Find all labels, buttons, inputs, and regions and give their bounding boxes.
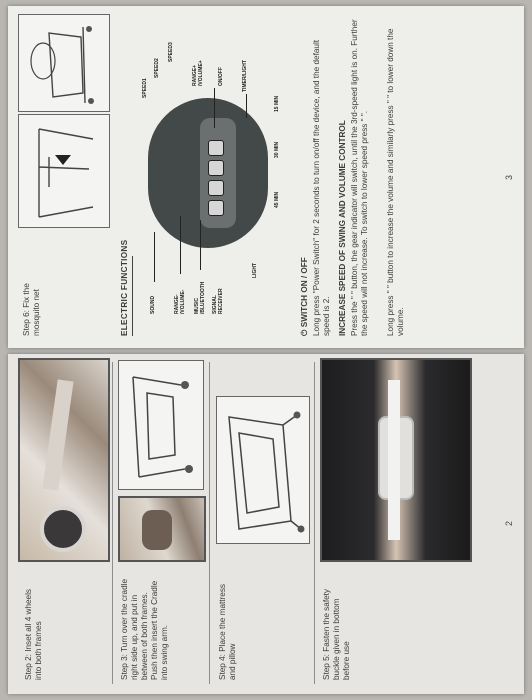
label-speed3: SPEED3 <box>168 42 174 62</box>
divider <box>314 362 315 684</box>
pointer-line <box>246 94 247 118</box>
step-3-text: Step 3: Turn over the cradle right side up, and put in between of both frames. Push then insert the Cradle into swing arm. <box>120 578 169 680</box>
page-3 <box>8 6 524 348</box>
step-5-text: Step 5: Fasten the safety buckle given in bottom before use <box>322 588 351 680</box>
page-number: 2 <box>504 520 514 526</box>
mosquito-net-sketch <box>19 119 105 227</box>
label-speed2: SPEED2 <box>154 58 160 78</box>
step-3-sketch <box>118 360 204 490</box>
label-signal-receiver: SIGNAL RECEIVER <box>212 288 224 314</box>
step-6-sketch <box>18 114 110 228</box>
pointer-line <box>180 216 181 274</box>
section-title: ELECTRIC FUNCTIONS <box>120 239 129 336</box>
step-2-photo <box>18 358 110 562</box>
control-panel-diagram <box>142 28 292 318</box>
step-5-photo <box>320 358 472 562</box>
switch-text: Long press "Power Switch" for 2 seconds to turn on/off the device, and the default speed is 2. <box>312 39 331 336</box>
step-3-photo <box>118 496 206 562</box>
label-range-volume-plus: RANGE+ /VOLUME+ <box>192 60 204 86</box>
pointer-line <box>200 220 201 270</box>
label-on-off: ON/OFF <box>218 67 224 86</box>
cradle-frame-sketch <box>119 365 199 489</box>
pointer-line <box>154 232 155 282</box>
step-6-text: Step 6: Fix the mosquito net <box>22 283 41 336</box>
title-underline <box>132 256 133 336</box>
page-2 <box>8 354 524 694</box>
label-speed1: SPEED1 <box>142 78 148 98</box>
label-30-min: 30 MIN <box>274 141 280 158</box>
pointer-line <box>214 88 215 128</box>
power-icon: ⏻ <box>300 327 309 336</box>
label-timer-light: TIMER/LIGHT <box>242 60 248 92</box>
step-2-text: Step 2: Inset all 4 wheels into both frames <box>24 588 43 680</box>
speed-text: Press the " " button, the gear indicator will switch, until the 3rd-speed light is on. Further the speed will not increase. To switch to lower speed press " ". <box>350 19 369 336</box>
step-4-text: Step 4: Place the mattress and pillow <box>218 583 237 680</box>
timer-button[interactable] <box>208 140 224 156</box>
label-sound: SOUND <box>150 295 156 314</box>
range-plus-button[interactable] <box>208 180 224 196</box>
page-number: 3 <box>504 174 514 180</box>
cradle-with-net-sketch <box>19 19 105 111</box>
divider <box>112 362 113 684</box>
divider <box>209 362 210 684</box>
power-button[interactable] <box>208 160 224 176</box>
mattress-sketch <box>217 401 305 543</box>
step-6-cradle-sketch <box>18 14 110 112</box>
label-15-min: 15 MIN <box>274 95 280 112</box>
switch-heading <box>300 257 310 336</box>
label-45-min: 45 MIN <box>274 191 280 208</box>
speed-heading: INCREASE SPEED OF SWING AND VOLUME CONTROL <box>338 120 347 336</box>
label-light: LIGHT <box>252 263 258 278</box>
switch-heading-text: SWITCH ON / OFF <box>300 257 309 328</box>
range-minus-button[interactable] <box>208 200 224 216</box>
step-4-sketch <box>216 396 310 544</box>
label-music-bluetooth: MUSIC /BLUETOOTH <box>194 281 206 314</box>
label-range-volume-minus: RANGE- /VOLUME- <box>174 289 186 314</box>
volume-text: Long press " " button to increase the volume and similarly press " " to lower down the volume. <box>386 28 405 336</box>
